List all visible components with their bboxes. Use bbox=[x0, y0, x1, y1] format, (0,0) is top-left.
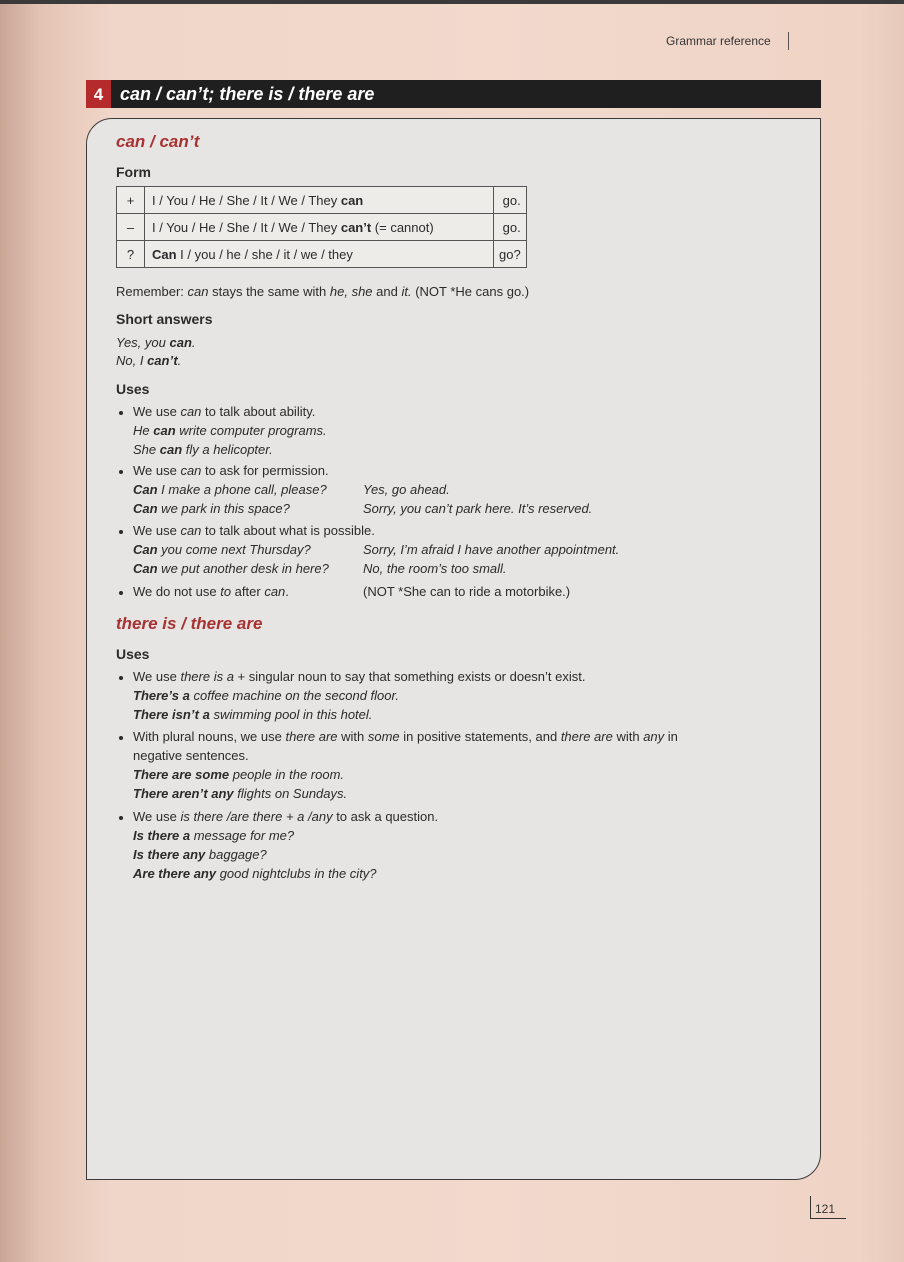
example-reply: Sorry, I’m afraid I have another appointment. bbox=[363, 542, 620, 557]
text-run: We use bbox=[133, 669, 181, 684]
text-run: flights on Sundays. bbox=[233, 786, 348, 801]
short-answer bbox=[116, 335, 196, 351]
text-run: Remember: bbox=[116, 284, 188, 299]
form-main bbox=[145, 214, 494, 241]
text-run: can bbox=[264, 584, 286, 599]
text-run: can bbox=[180, 404, 202, 419]
text-run: there are bbox=[285, 729, 338, 744]
text-run: to talk about ability. bbox=[201, 404, 316, 419]
text-run: Can bbox=[133, 501, 158, 516]
text-run: I make a phone call, please? bbox=[157, 482, 327, 497]
short-answer bbox=[116, 353, 181, 369]
page-number-underline bbox=[810, 1218, 846, 1219]
text-run: with bbox=[337, 729, 368, 744]
text-run: We use bbox=[133, 809, 181, 824]
example-reply: Sorry, you can’t park here. It’s reserved. bbox=[363, 501, 593, 516]
bullet-icon bbox=[119, 676, 123, 680]
text-run: to bbox=[220, 584, 232, 599]
uses-heading: Uses bbox=[116, 381, 150, 397]
text-run: some bbox=[367, 729, 400, 744]
text-run: and bbox=[372, 284, 402, 299]
text-run: We use bbox=[133, 404, 181, 419]
bullet-icon bbox=[119, 736, 123, 740]
use-text: negative sentences. bbox=[133, 748, 249, 763]
form-end: go. bbox=[494, 187, 527, 214]
use-text bbox=[133, 669, 586, 685]
table-row bbox=[117, 214, 527, 241]
example bbox=[133, 688, 399, 704]
can-section-title: can / can’t bbox=[116, 132, 200, 151]
text-run: you come next Thursday? bbox=[157, 542, 311, 557]
text-run: can’t bbox=[147, 353, 178, 368]
text-run: it. bbox=[401, 284, 412, 299]
short-answers-heading: Short answers bbox=[116, 311, 213, 327]
use-text bbox=[133, 584, 289, 600]
example bbox=[133, 561, 329, 577]
example bbox=[133, 423, 327, 439]
text-run: Can bbox=[133, 561, 158, 576]
text-run: No, I bbox=[116, 353, 148, 368]
text-run: There are some bbox=[133, 767, 230, 782]
page-number-divider bbox=[810, 1196, 811, 1218]
text-run: + singular noun to say that something exists or doesn’t exist. bbox=[233, 669, 586, 684]
form-symbol: ? bbox=[117, 241, 145, 268]
form-subjects: I / You / He / She / It / We / They bbox=[152, 192, 341, 208]
text-run: Is there a bbox=[133, 828, 191, 843]
text-run: he, she bbox=[329, 284, 373, 299]
example bbox=[133, 847, 267, 863]
text-run: can bbox=[169, 335, 192, 350]
text-run: with bbox=[612, 729, 644, 744]
text-run: swimming pool in this hotel. bbox=[209, 707, 373, 722]
use-text bbox=[133, 404, 315, 420]
use-text bbox=[133, 809, 438, 825]
page-top-edge bbox=[0, 0, 904, 4]
form-subjects: I / You / He / She / It / We / They bbox=[152, 219, 341, 235]
text-run: baggage? bbox=[205, 847, 267, 862]
text-run: Is there any bbox=[133, 847, 206, 862]
text-run: to ask a question. bbox=[332, 809, 439, 824]
text-run: . bbox=[177, 353, 182, 368]
text-run: good nightclubs in the city? bbox=[216, 866, 377, 881]
text-run: Can bbox=[133, 482, 158, 497]
example bbox=[133, 442, 273, 458]
form-main bbox=[145, 241, 494, 268]
use-text bbox=[133, 463, 329, 479]
text-run: after bbox=[231, 584, 265, 599]
use-text bbox=[133, 729, 678, 745]
bullet-icon bbox=[119, 411, 123, 415]
unit-number: 4 bbox=[86, 80, 111, 108]
there-section-title: there is / there are bbox=[116, 614, 263, 633]
form-symbol: + bbox=[117, 187, 145, 214]
example bbox=[133, 767, 344, 783]
form-subjects: I / you / he / she / it / we / they bbox=[176, 246, 353, 262]
text-run: . bbox=[285, 584, 289, 599]
text-run: can bbox=[159, 442, 183, 457]
example bbox=[133, 866, 377, 882]
text-run: Are there any bbox=[133, 866, 217, 881]
text-run: can bbox=[187, 284, 209, 299]
text-run: Yes, you bbox=[116, 335, 170, 350]
use-note: (NOT *She can to ride a motorbike.) bbox=[363, 584, 571, 599]
text-run: in positive statements, and bbox=[399, 729, 561, 744]
text-run: fly a helicopter. bbox=[182, 442, 273, 457]
example bbox=[133, 828, 294, 844]
text-run: We use bbox=[133, 523, 181, 538]
form-heading: Form bbox=[116, 164, 151, 180]
form-verb: can bbox=[340, 192, 364, 208]
form-end: go. bbox=[494, 214, 527, 241]
text-run: Can bbox=[133, 542, 158, 557]
example-reply: Yes, go ahead. bbox=[363, 482, 450, 497]
form-end: go? bbox=[494, 241, 527, 268]
example bbox=[133, 542, 311, 558]
form-symbol: – bbox=[117, 214, 145, 241]
text-run: coffee machine on the second floor. bbox=[189, 688, 399, 703]
running-head: Grammar reference bbox=[666, 34, 771, 48]
text-run: is there /are there + a /any bbox=[180, 809, 333, 824]
use-text bbox=[133, 523, 375, 539]
text-run: message for me? bbox=[190, 828, 295, 843]
text-run: (NOT *He cans go.) bbox=[411, 284, 530, 299]
example bbox=[133, 707, 372, 723]
text-run: to ask for permission. bbox=[201, 463, 329, 478]
text-run: can bbox=[180, 463, 202, 478]
remember-note bbox=[116, 284, 529, 300]
text-run: in bbox=[664, 729, 678, 744]
example bbox=[133, 786, 347, 802]
table-row bbox=[117, 187, 527, 214]
text-run: There’s a bbox=[133, 688, 190, 703]
example bbox=[133, 482, 327, 498]
bullet-icon bbox=[119, 591, 123, 595]
example bbox=[133, 501, 290, 517]
running-head-divider bbox=[788, 32, 789, 50]
form-extra: (= cannot) bbox=[371, 219, 434, 235]
text-run: There isn’t a bbox=[133, 707, 210, 722]
text-run: There aren’t any bbox=[133, 786, 234, 801]
text-run: can bbox=[180, 523, 202, 538]
bullet-icon bbox=[119, 470, 123, 474]
unit-title: can / can’t; there is / there are bbox=[120, 84, 375, 104]
bullet-icon bbox=[119, 816, 123, 820]
grammar-panel bbox=[86, 118, 821, 1180]
form-main bbox=[145, 187, 494, 214]
text-run: She bbox=[133, 442, 160, 457]
page-number: 121 bbox=[815, 1202, 836, 1216]
text-run: there is a bbox=[180, 669, 234, 684]
text-run: We use bbox=[133, 463, 181, 478]
text-run: people in the room. bbox=[229, 767, 345, 782]
table-row bbox=[117, 241, 527, 268]
text-run: any bbox=[643, 729, 665, 744]
text-run: can bbox=[153, 423, 176, 438]
text-run: we park in this space? bbox=[157, 501, 290, 516]
text-run: write computer programs. bbox=[175, 423, 327, 438]
form-verb: can’t bbox=[340, 219, 372, 235]
text-run: stays the same with bbox=[208, 284, 330, 299]
text-run: With plural nouns, we use bbox=[133, 729, 286, 744]
form-table bbox=[116, 186, 527, 268]
bullet-icon bbox=[119, 530, 123, 534]
text-run: we put another desk in here? bbox=[157, 561, 329, 576]
text-run: . bbox=[191, 335, 196, 350]
text-run: He bbox=[133, 423, 154, 438]
text-run: there are bbox=[560, 729, 613, 744]
example-reply: No, the room’s too small. bbox=[363, 561, 507, 576]
uses-heading: Uses bbox=[116, 646, 150, 662]
text-run: to talk about what is possible. bbox=[201, 523, 375, 538]
text-run: We do not use bbox=[133, 584, 221, 599]
form-lead: Can bbox=[152, 246, 177, 262]
